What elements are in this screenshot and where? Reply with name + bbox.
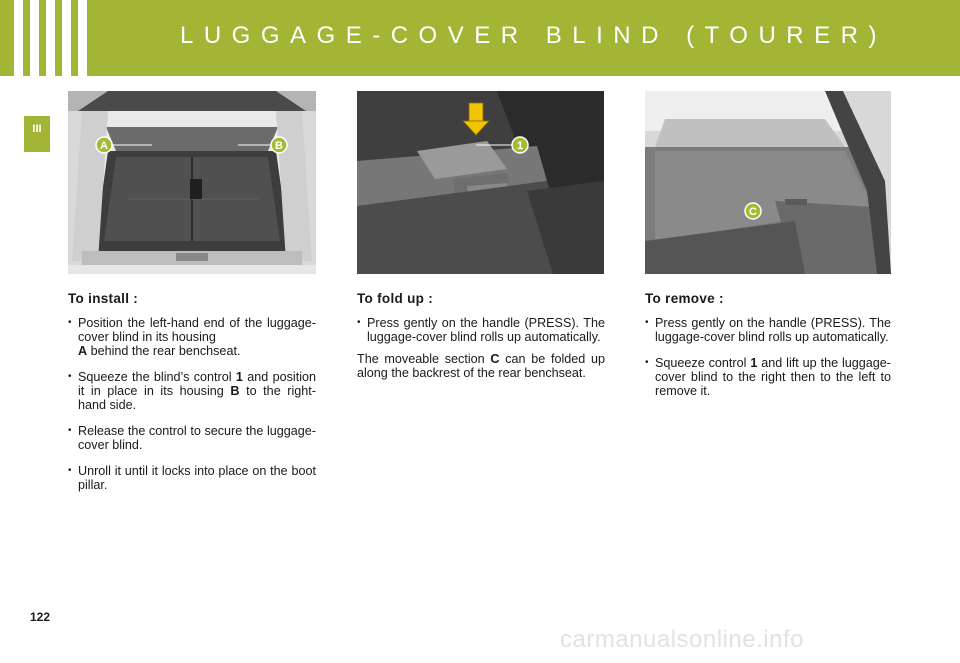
banner-stripe bbox=[62, 0, 71, 76]
column-install bbox=[68, 292, 316, 504]
banner-stripe bbox=[46, 0, 55, 76]
section-heading: To fold up : bbox=[357, 291, 434, 306]
illustration-cover-section bbox=[645, 91, 891, 274]
banner-stripe bbox=[78, 0, 87, 76]
watermark-text: carmanualsonline.info bbox=[560, 626, 804, 653]
list-item: • Press gently on the handle (PRESS). The luggage-cover blind rolls up automatically. bbox=[645, 316, 891, 344]
svg-text:A: A bbox=[100, 140, 108, 152]
banner-stripe bbox=[30, 0, 39, 76]
svg-text:B: B bbox=[275, 140, 283, 152]
header-banner bbox=[0, 0, 960, 76]
label-badge-a bbox=[96, 137, 112, 153]
label-badge-c bbox=[745, 203, 761, 219]
list-item: • Squeeze the blind’s control 1 and position it in place in its housing B to the right-hand side. bbox=[68, 370, 316, 412]
illustration-boot-housings bbox=[68, 91, 316, 274]
body-paragraph: The moveable section C can be folded up along the backrest of the rear benchseat. bbox=[357, 352, 605, 380]
instruction-list bbox=[357, 316, 605, 344]
instruction-list bbox=[68, 316, 316, 492]
column-remove bbox=[645, 292, 891, 410]
illustration-handle-press bbox=[357, 91, 604, 274]
label-badge-b bbox=[271, 137, 287, 153]
page-number: 122 bbox=[30, 610, 51, 624]
list-item: • Release the control to secure the luggage-cover blind. bbox=[68, 424, 316, 452]
banner-stripe bbox=[14, 0, 23, 76]
column-fold-up bbox=[357, 292, 605, 380]
chapter-tab: III bbox=[24, 116, 50, 152]
section-heading: To remove : bbox=[645, 291, 724, 306]
press-arrow-icon bbox=[463, 103, 489, 135]
svg-text:1: 1 bbox=[516, 140, 524, 152]
svg-text:C: C bbox=[749, 206, 757, 218]
list-item: • Position the left-hand end of the luggage-cover blind in its housing A behind the rear benchseat. bbox=[68, 316, 316, 358]
list-item: • Squeeze control 1 and lift up the luggage-cover blind to the right then to the left to remove it. bbox=[645, 356, 891, 398]
list-item: • Unroll it until it locks into place on the boot pillar. bbox=[68, 464, 316, 492]
page-title: LUGGAGE-COVER BLIND (TOURER) bbox=[180, 22, 887, 49]
label-badge-1 bbox=[512, 137, 528, 153]
instruction-list bbox=[645, 316, 891, 398]
list-item: • Press gently on the handle (PRESS). The luggage-cover blind rolls up automatically. bbox=[357, 316, 605, 344]
section-heading: To install : bbox=[68, 291, 139, 306]
